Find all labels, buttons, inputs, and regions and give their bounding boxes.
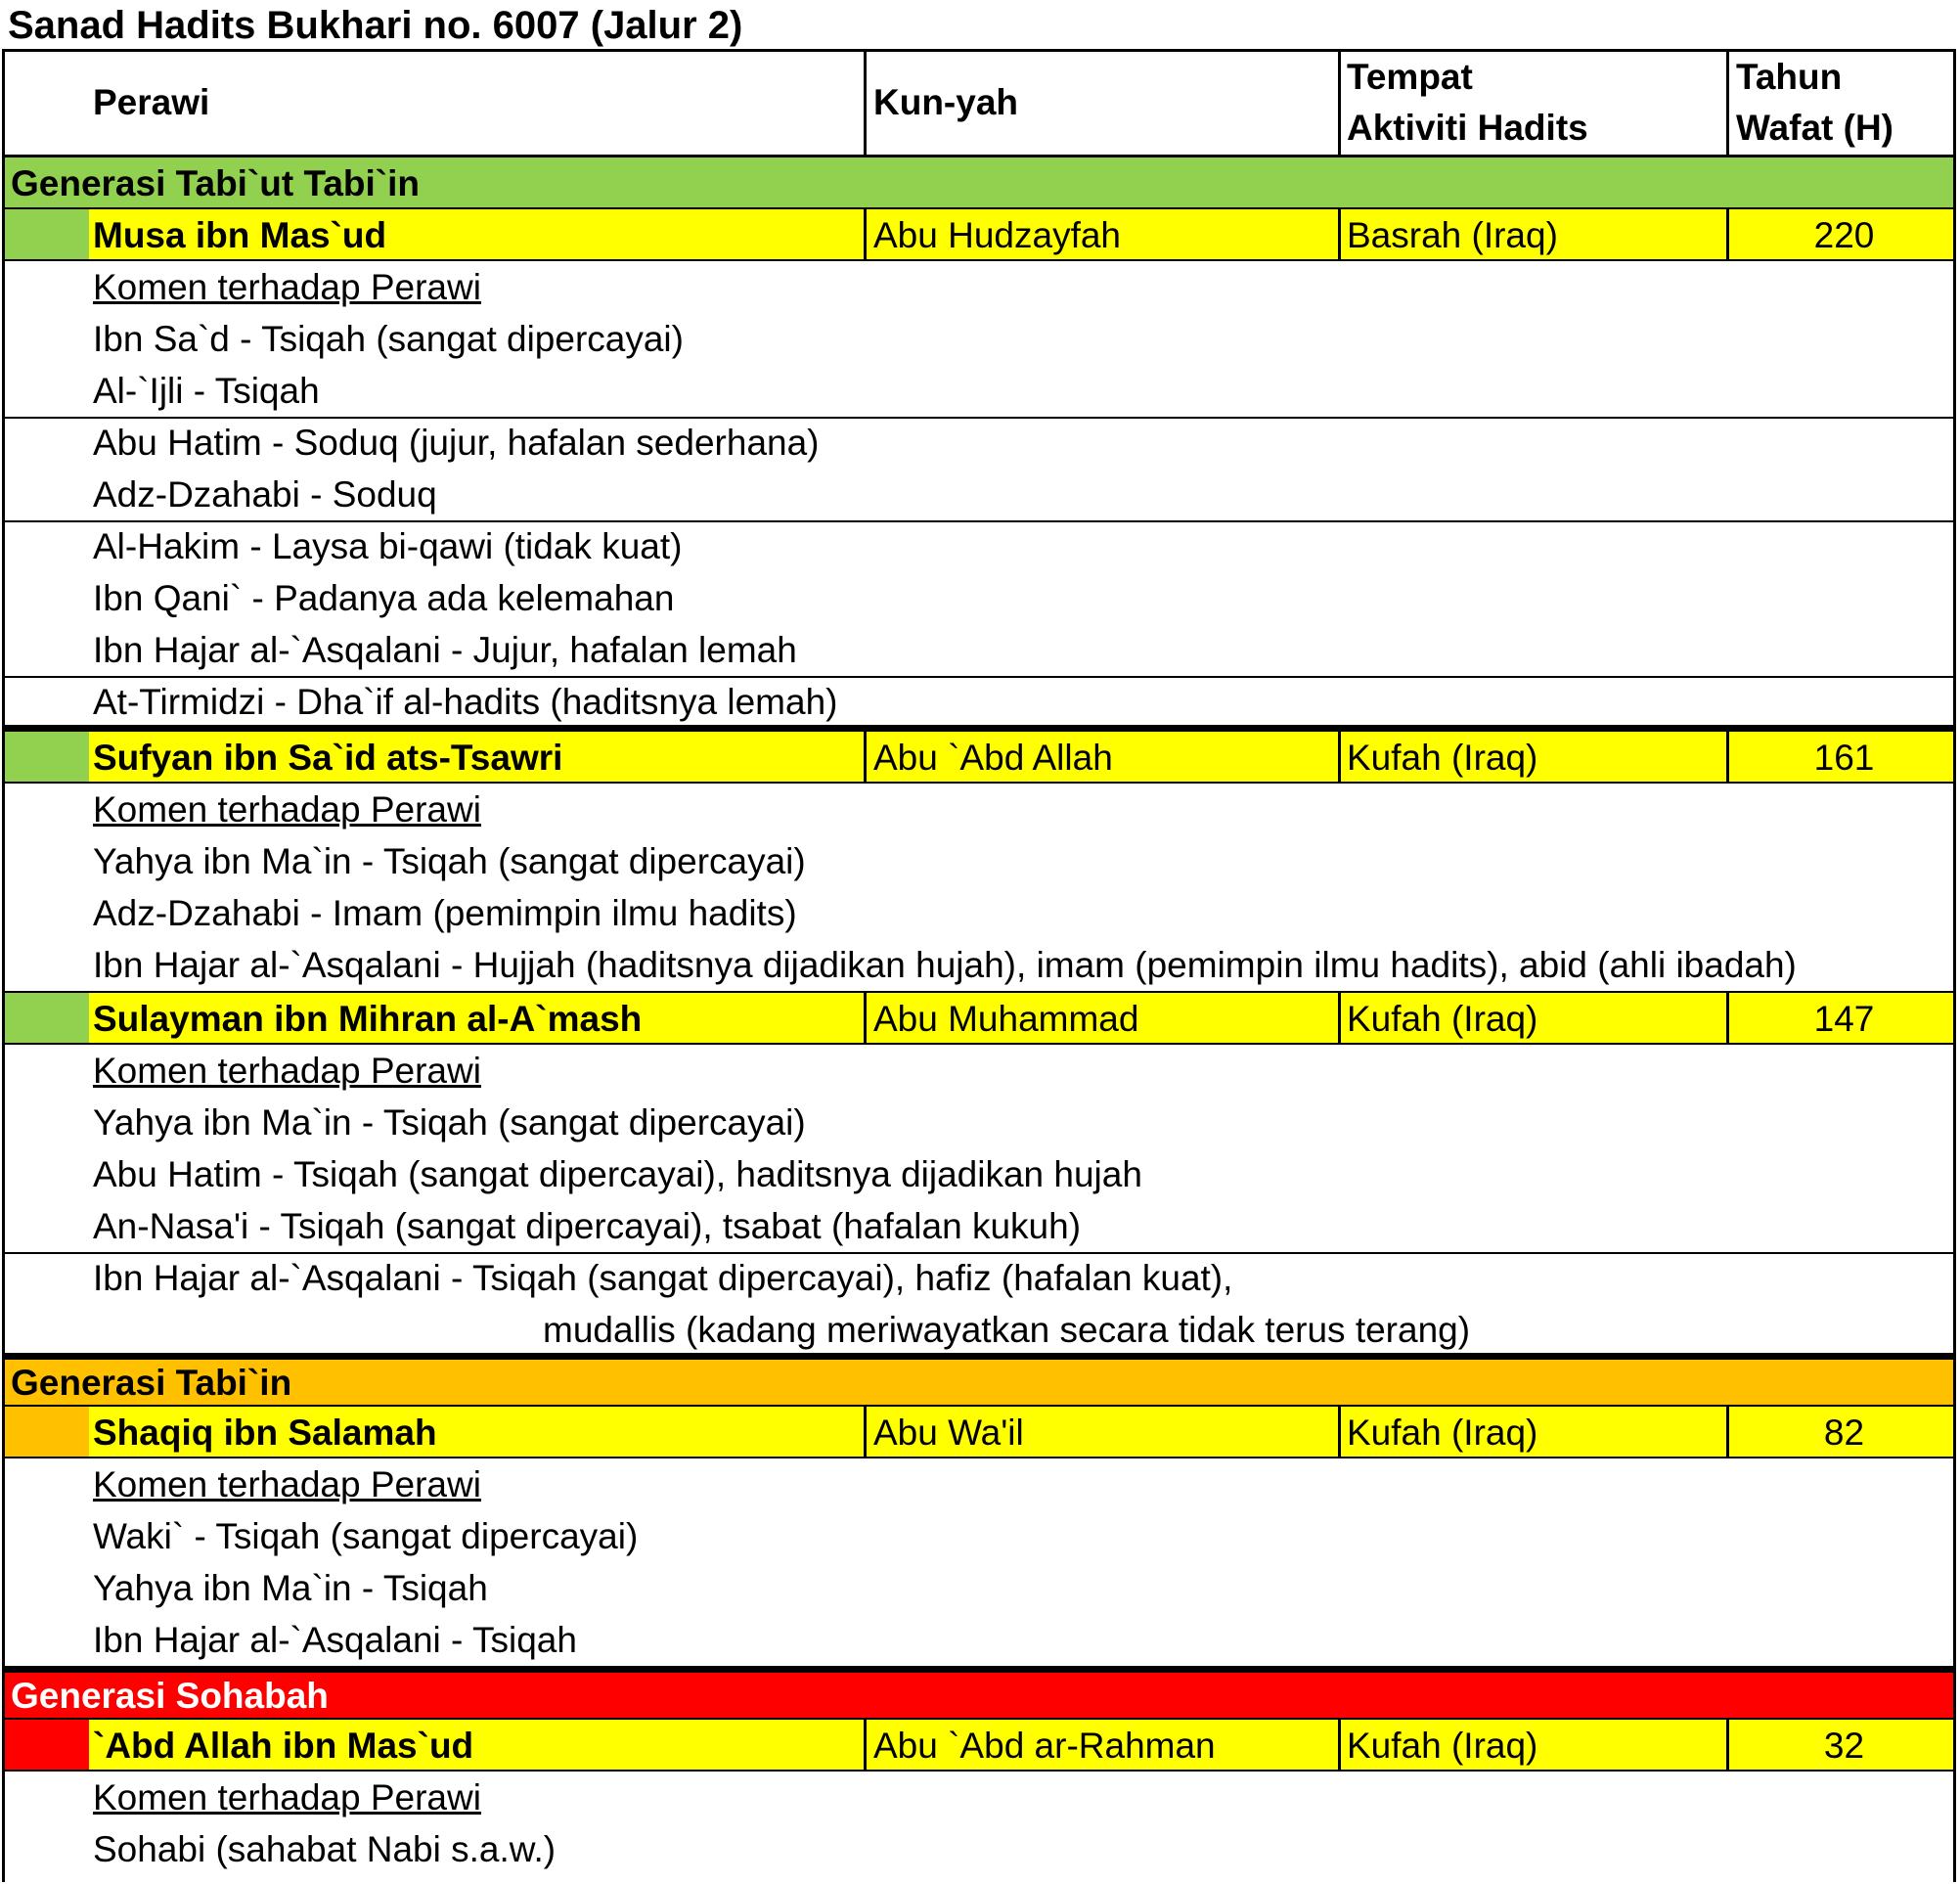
- comment-line: Ibn Sa`d - Tsiqah (sangat dipercayai): [93, 319, 684, 359]
- section-divider: [5, 1666, 1953, 1673]
- comment-line: Yahya ibn Ma`in - Tsiqah (sangat dipercayai): [93, 841, 806, 881]
- narrator-name: `Abd Allah ibn Mas`ud: [93, 1726, 474, 1766]
- cell-divider: [1338, 993, 1341, 1043]
- narrator-wafat: 161: [1813, 738, 1875, 778]
- narrator-kunyah: Abu `Abd Allah: [873, 738, 1113, 778]
- comment-line: Ibn Hajar al-`Asqalani - Hujjah (haditsnya dijadikan hujah), imam (pemimpin ilmu hadits), abid (ahli ibadah): [93, 945, 1797, 985]
- generation-label: Generasi Tabi`ut Tabi`in: [11, 163, 421, 203]
- generation-marker: [5, 209, 89, 259]
- comment-line: Adz-Dzahabi - Soduq: [93, 474, 437, 515]
- comment-line: Sohabi (sahabat Nabi s.a.w.): [93, 1829, 557, 1869]
- cell-divider: [1338, 209, 1341, 259]
- header-tempat: [1347, 52, 1728, 155]
- comment-line: Al-Hakim - Laysa bi-qawi (tidak kuat): [93, 526, 683, 566]
- narrator-row: [5, 993, 1953, 1045]
- cell-divider: [1338, 1407, 1341, 1457]
- header-kunyah: Kun-yah: [873, 82, 1018, 122]
- narrator-tempat: Kufah (Iraq): [1347, 1413, 1538, 1453]
- comment-line: Abu Hatim - Tsiqah (sangat dipercayai), haditsnya dijadikan hujah: [93, 1154, 1142, 1194]
- comment-line: An-Nasa'i - Tsiqah (sangat dipercayai), tsabat (hafalan kukuh): [93, 1206, 1082, 1246]
- comment-heading: Komen terhadap Perawi: [93, 267, 481, 307]
- narrator-name: Musa ibn Mas`ud: [93, 215, 387, 255]
- comment-line: Yahya ibn Ma`in - Tsiqah: [93, 1568, 488, 1608]
- header-tempat-line1: Tempat: [1347, 57, 1473, 97]
- cell-divider: [864, 1407, 867, 1457]
- comment-line: Ibn Qani` - Padanya ada kelemahan: [93, 578, 675, 618]
- cell-divider: [1338, 1720, 1341, 1770]
- header-tempat-line2: Aktiviti Hadits: [1347, 108, 1588, 148]
- comment-line: Ibn Hajar al-`Asqalani - Tsiqah: [93, 1620, 577, 1660]
- header-perawi: Perawi: [93, 82, 210, 122]
- narrator-kunyah: Abu Hudzayfah: [873, 215, 1122, 255]
- comment-line: At-Tirmidzi - Dha`if al-hadits (haditsnya lemah): [93, 682, 838, 722]
- generation-row-tabiut-tabiin: [5, 157, 1953, 209]
- narrator-name: Sufyan ibn Sa`id ats-Tsawri: [93, 738, 563, 778]
- narrator-tempat: Kufah (Iraq): [1347, 999, 1538, 1039]
- table-header: [5, 52, 1953, 157]
- comment-heading: Komen terhadap Perawi: [93, 1777, 481, 1817]
- header-divider: [1726, 52, 1729, 155]
- narrator-row: [5, 1407, 1953, 1458]
- comment-line: Abu Hatim - Soduq (jujur, hafalan sederhana): [93, 423, 820, 463]
- comment-line: Yahya ibn Ma`in - Tsiqah (sangat dipercayai): [93, 1102, 806, 1143]
- generation-marker: [5, 732, 89, 782]
- comment-line: Waki` - Tsiqah (sangat dipercayai): [93, 1516, 639, 1556]
- narrator-wafat: 147: [1813, 999, 1875, 1039]
- comment-line: Adz-Dzahabi - Imam (pemimpin ilmu hadits): [93, 893, 797, 933]
- generation-label: Generasi Tabi`in: [11, 1363, 292, 1403]
- cell-divider: [864, 209, 867, 259]
- generation-marker: [5, 1407, 89, 1457]
- narrator-tempat: Kufah (Iraq): [1347, 738, 1538, 778]
- page-title: Sanad Hadits Bukhari no. 6007 (Jalur 2): [8, 4, 743, 47]
- cell-divider: [1338, 732, 1341, 782]
- comment-line: Ibn Hajar al-`Asqalani - Tsiqah (sangat dipercayai), hafiz (hafalan kuat),: [93, 1258, 1233, 1298]
- narrator-name: Shaqiq ibn Salamah: [93, 1413, 437, 1453]
- comment-heading: Komen terhadap Perawi: [93, 1464, 481, 1504]
- section-divider: [5, 725, 1953, 732]
- cell-divider: [864, 1720, 867, 1770]
- header-divider: [1338, 52, 1341, 155]
- narrator-wafat: 220: [1813, 215, 1875, 255]
- header-tahun-line1: Tahun: [1736, 57, 1843, 97]
- generation-row-tabiin: [5, 1360, 1953, 1407]
- narrator-tempat: Basrah (Iraq): [1347, 215, 1558, 255]
- narrator-row: [5, 732, 1953, 784]
- comment-heading: Komen terhadap Perawi: [93, 789, 481, 830]
- generation-label: Generasi Sohabah: [11, 1676, 329, 1716]
- comment-line: Al-`Ijli - Tsiqah: [93, 371, 320, 411]
- narrator-kunyah: Abu `Abd ar-Rahman: [873, 1726, 1216, 1766]
- generation-marker: [5, 1720, 89, 1770]
- generation-marker: [5, 993, 89, 1043]
- narrator-wafat: 32: [1823, 1726, 1865, 1766]
- comment-heading: Komen terhadap Perawi: [93, 1051, 481, 1091]
- section-divider: [5, 1353, 1953, 1360]
- header-tahun: [1736, 52, 1951, 155]
- narrator-kunyah: Abu Wa'il: [873, 1413, 1024, 1453]
- comment-line: mudallis (kadang meriwayatkan secara tidak terus terang): [543, 1310, 1471, 1350]
- narrator-name: Sulayman ibn Mihran al-A`mash: [93, 999, 643, 1039]
- cell-divider: [864, 993, 867, 1043]
- sanad-table: [2, 49, 1956, 1882]
- header-tahun-line2: Wafat (H): [1736, 108, 1893, 148]
- cell-divider: [864, 732, 867, 782]
- header-divider: [864, 52, 867, 155]
- narrator-kunyah: Abu Muhammad: [873, 999, 1139, 1039]
- narrator-row: [5, 1720, 1953, 1772]
- narrator-tempat: Kufah (Iraq): [1347, 1726, 1538, 1766]
- generation-row-sohabah: [5, 1673, 1953, 1720]
- narrator-wafat: 82: [1823, 1413, 1865, 1453]
- narrator-row: [5, 209, 1953, 261]
- comment-line: Ibn Hajar al-`Asqalani - Jujur, hafalan lemah: [93, 630, 797, 670]
